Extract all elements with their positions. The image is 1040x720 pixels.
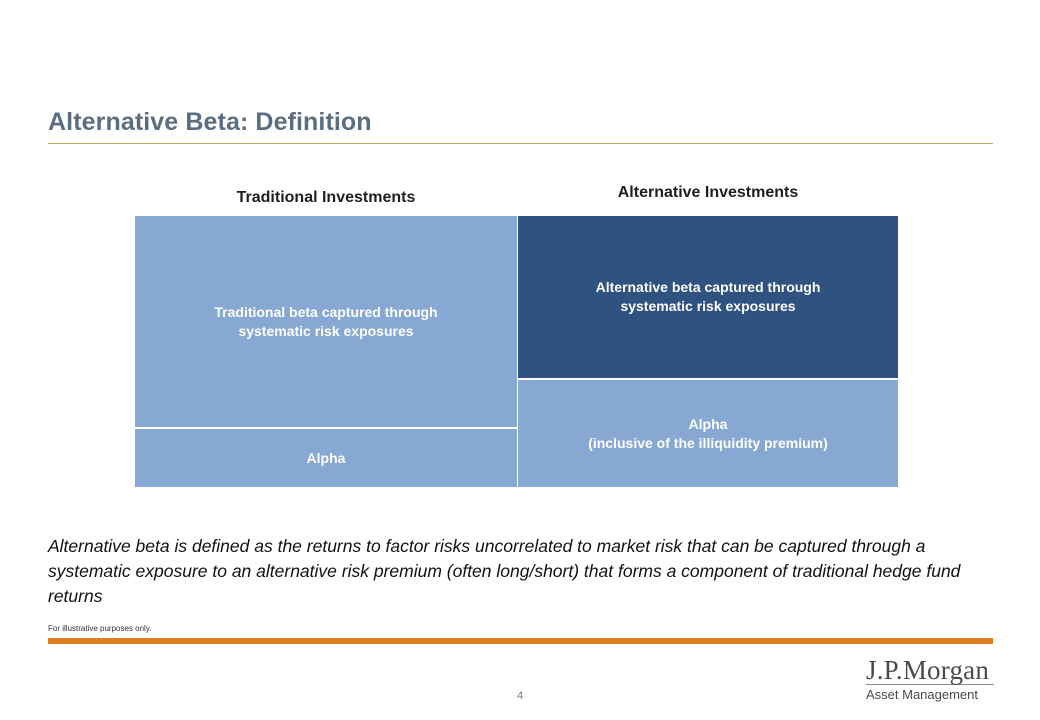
column-divider-dashed [517, 216, 518, 487]
traditional-beta-label-line2: systematic risk exposures [238, 322, 414, 339]
traditional-alpha-label: Alpha [306, 449, 346, 466]
alternative-beta-label-line1: Alternative beta captured through [595, 279, 821, 295]
jpmorgan-logo [866, 657, 994, 703]
alternative-beta-label-line2: systematic risk exposures [620, 298, 796, 314]
traditional-alpha-block [135, 429, 517, 487]
slide-title: Alternative Beta: Definition [48, 108, 372, 136]
title-divider [48, 143, 993, 144]
alternative-beta-block [518, 216, 898, 378]
traditional-investments-heading: Traditional Investments [236, 189, 416, 206]
alternative-investments-heading: Alternative Investments [617, 184, 799, 201]
alternative-alpha-label-line1: Alpha [688, 415, 728, 432]
traditional-beta-block [135, 216, 517, 427]
alternative-alpha-block [518, 380, 898, 487]
traditional-beta-label-line1: Traditional beta captured through [214, 303, 438, 320]
footer-accent-bar [48, 638, 993, 644]
page-number: 4 [516, 690, 524, 702]
alternative-alpha-label-line2: (inclusive of the illiquidity premium) [588, 434, 828, 451]
footnote: For illustrative purposes only. [48, 624, 152, 633]
logo-subtitle: Asset Management [866, 684, 994, 703]
logo-wordmark: J.P.Morgan [866, 655, 990, 685]
definition-text: Alternative beta is defined as the returns to factor risks uncorrelated to market risk that can be captured through a systematic exposure to an alternative risk premium (often long/short) that forms a component of traditional hedge fund returns [48, 536, 961, 606]
